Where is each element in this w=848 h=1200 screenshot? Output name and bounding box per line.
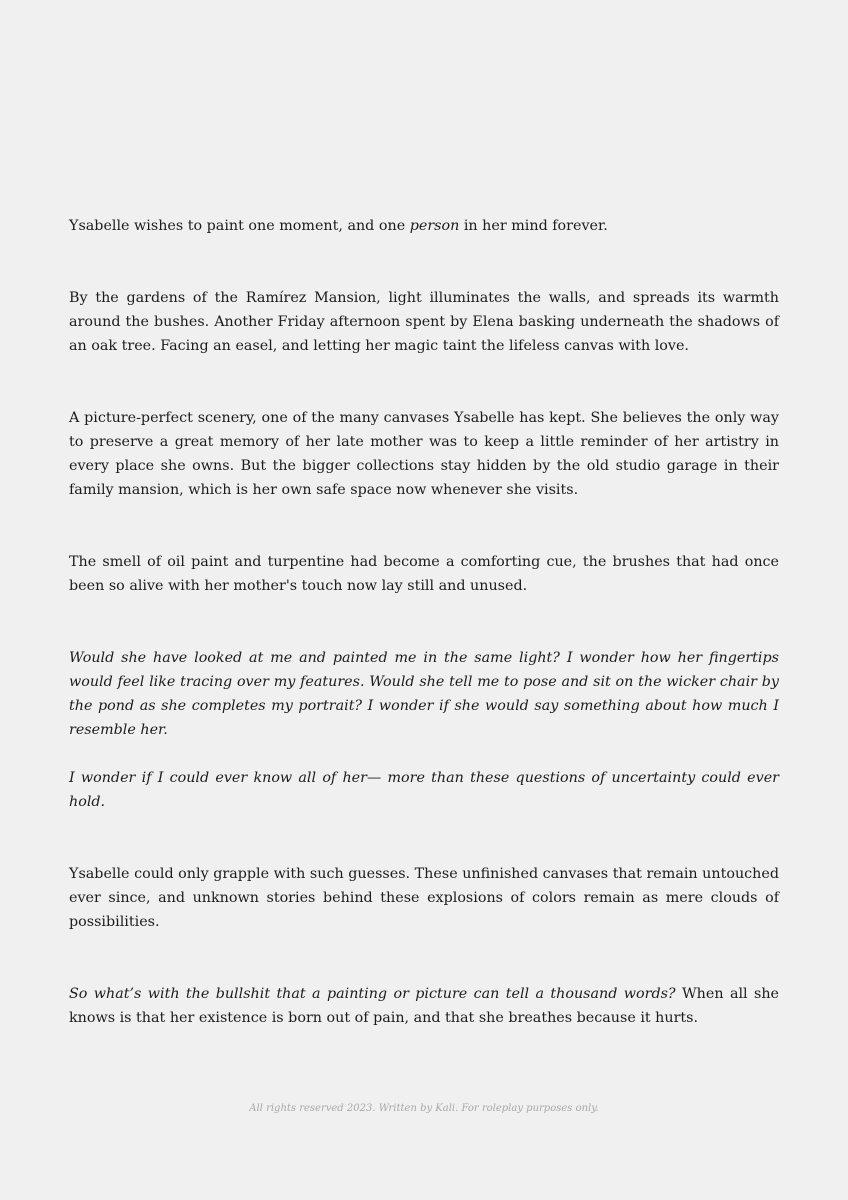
paragraph-spacer [69, 238, 779, 286]
paragraph-1-end: in her mind forever. [459, 218, 608, 234]
inner-monologue-2: I wonder if I could ever know all of her— more than these questions of uncertainty could ever hold. [69, 770, 779, 810]
paragraph-spacer [69, 502, 779, 550]
paragraph-1-emphasis: person [409, 218, 460, 234]
paragraph-4: The smell of oil paint and turpentine had become a comforting cue, the brushes that had once been so alive with her mother's touch now lay still and unused. [69, 554, 779, 594]
paragraph-1-start: Ysabelle wishes to paint one moment, and one [69, 218, 410, 234]
paragraph-spacer [69, 598, 779, 646]
paragraph-spacer [69, 814, 779, 862]
inner-monologue-1: Would she have looked at me and painted me in the same light? I wonder how her fingertips would feel like tracing over my features. Would she tell me to pose and sit on the wicker chair by the pond as she completes my portrait? I wonder if she would say something about how much I resemble her. [69, 650, 779, 738]
paragraph-1 [69, 214, 779, 238]
paragraph-2: By the gardens of the Ramírez Mansion, light illuminates the walls, and spreads its warmth around the bushes. Another Friday afternoon spent by Elena basking underneath the shadows of an oak tree. Facing an easel, and letting her magic taint the lifeless canvas with love. [69, 290, 779, 354]
footer-copyright: All rights reserved 2023. Written by Kali. For roleplay purposes only. [249, 1103, 599, 1114]
paragraph-7: Ysabelle could only grapple with such guesses. These unfinished canvases that remain untouched ever since, and unknown stories behind these explosions of colors remain as mere clouds of possibilities. [69, 866, 779, 930]
paragraph-8-rest: When all she knows is that her existence is born out of pain, and that she breathes because it hurts. [69, 986, 779, 1026]
story-body [69, 214, 779, 1030]
paragraph-spacer [69, 742, 779, 766]
paragraph-spacer [69, 934, 779, 982]
paragraph-8-question: So what’s with the bullshit that a painting or picture can tell a thousand words? [69, 986, 676, 1002]
paragraph-3: A picture-perfect scenery, one of the many canvases Ysabelle has kept. She believes the only way to preserve a great memory of her late mother was to keep a little reminder of her artistry in every place she owns. But the bigger collections stay hidden by the old studio garage in their family mansion, which is her own safe space now whenever she visits. [69, 410, 779, 498]
paragraph-8 [69, 982, 779, 1030]
paragraph-spacer [69, 358, 779, 406]
